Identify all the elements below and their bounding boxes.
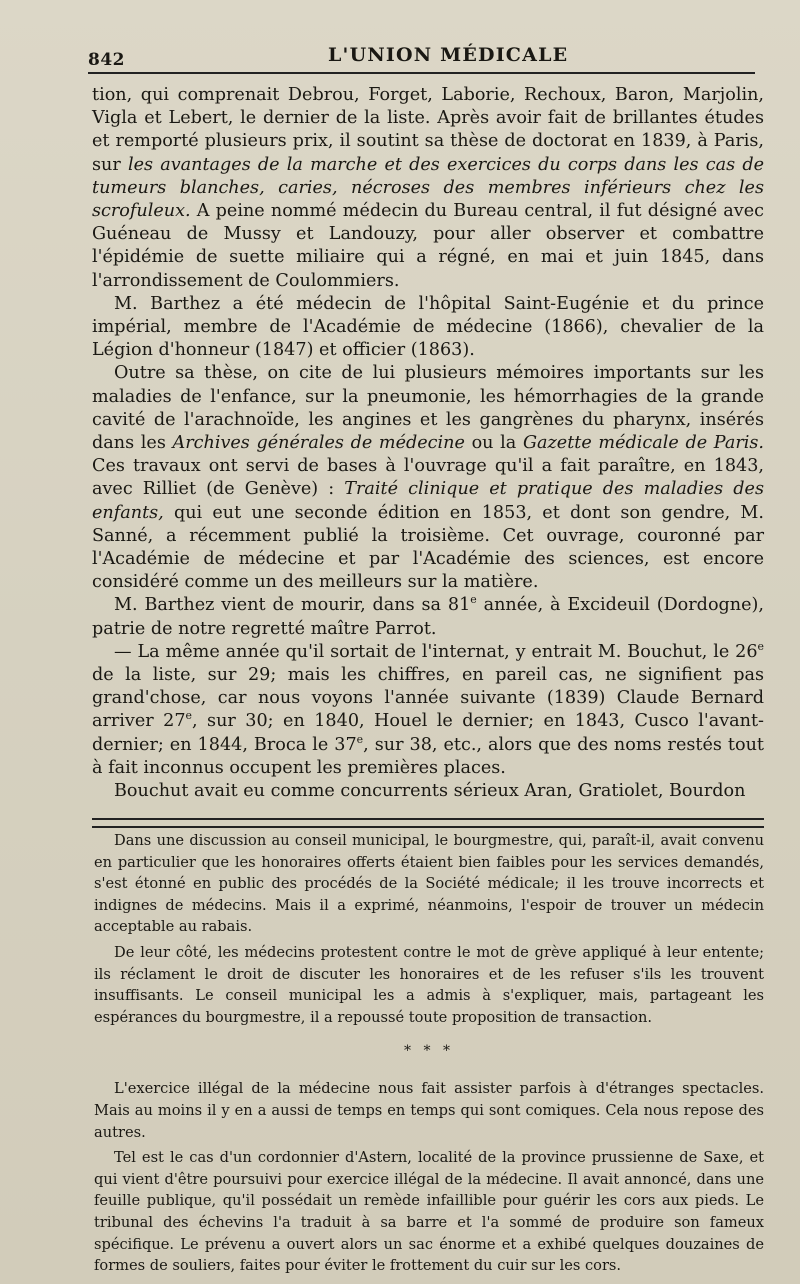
book-title: Traité clinique et pratique des maladies des enfants, (92, 479, 764, 523)
header-rule (88, 72, 755, 74)
section-divider (92, 818, 764, 828)
article-paragraph: — La même année qu'il sortait de l'internat, y entrait M. Bouchut, le 26e de la liste, sur 29; mais les chiffres, en pareil cas, ne signifient pas grand'chose, car nous voyons l'année suivante (1839) Claude Bernard arriver 27e, sur 30; en 1840, Houel le dernier; en 1843, Cusco l'avant-dernier; en 1844, Broca le 37e, sur 38, etc., alors que des noms restés tout à fait inconnus occupent les premières places. (92, 640, 764, 778)
news-paragraph: Tel est le cas d'un cordonnier d'Astern, localité de la province prussienne de Saxe, et qui vient d'être poursuivi pour exercice illégal de la médecine. Il avait annoncé, dans une feuille publique, qu'il possédait un remède infaillible pour guérir les cors aux pieds. Le tribunal des échevins l'a traduit à sa barre et l'a sommé de produire son fameux spécifique. Le prévenu a ouvert alors un sac énorme et a exhibé quelques douzaines de formes de souliers, faites pour éviter le frottement du cuir sur les cors. (94, 1149, 764, 1275)
page-number: 842 (88, 50, 125, 70)
journal-reference: Gazette médicale de Paris. (522, 433, 764, 454)
thesis-title: les avantages de la marche et des exercices du corps dans les cas de tumeurs blanches, caries, nécroses des membres inférieurs chez les scrofuleux. (92, 154, 764, 222)
news-paragraph: De leur côté, les médecins protestent contre le mot de grève appliqué à leur entente; ils réclament le droit de discuter les honoraires et de les refuser s'ils les trouvent insuffisants. Le conseil municipal les a admis à s'expliquer, mais, partageant les espérances du bourgmestre, il a repoussé toute proposition de transaction. (94, 943, 764, 1026)
news-paragraph: L'exercice illégal de la médecine nous fait assister parfois à d'étranges spectacles. Mais au moins il y en a aussi de temps en temps qui sont comiques. Cela nous repose des autres. (94, 1080, 764, 1141)
journal-title: L'UNION MÉDICALE (328, 44, 569, 66)
article-paragraph: M. Barthez vient de mourir, dans sa 81e année, à Excideuil (Dordogne), patrie de notre regretté maître Parrot. (92, 593, 764, 639)
page-header (88, 38, 758, 74)
article-body (92, 84, 764, 803)
news-paragraph: Dans une discussion au conseil municipal, le bourgmestre, qui, paraît-il, avait convenu en particulier que les honoraires offerts étaient bien faibles pour les services demandés, s'est étonné en public des procédés de la Société médicale; il les trouve incorrects et indignes de médecins. Mais il a exprimé, néanmoins, l'espoir de trouver un médecin acceptable au rabais. (94, 832, 764, 936)
article-paragraph: Outre sa thèse, on cite de lui plusieurs mémoires importants sur les maladies de l'enfance, sur la pneumonie, les hémorrhagies de la grande cavité de l'arachnoïde, les angines et les gangrènes du pharynx, insérés dans les Archives générales de médecine ou la Gazette médicale de Paris. Ces travaux ont servi de bases à l'ouvrage qu'il a fait paraître, en 1843, avec Rilliet (de Genève) : Traité clinique et pratique des maladies des enfants, qui eut une seconde édition en 1853, et dont son gendre, M. Sanné, a récemment publié la troisième. Cet ouvrage, couronné par l'Académie de médecine et par l'Académie des sciences, est encore considéré comme un des meilleurs sur la matière. (92, 363, 765, 593)
news-column (94, 830, 764, 1277)
asterism-separator: * * * (404, 1043, 454, 1060)
article-paragraph: M. Barthez a été médecin de l'hôpital Saint-Eugénie et du prince impérial, membre de l'Académie de médecine (1866), chevalier de la Légion d'honneur (1847) et officier (1863). (92, 293, 764, 361)
article-paragraph: tion, qui comprenait Debrou, Forget, Laborie, Rechoux, Baron, Marjolin, Vigla et Lebert, le dernier de la liste. Après avoir fait de brillantes études et remporté plusieurs prix, il soutint sa thèse de doctorat en 1839, à Paris, sur les avantages de la marche et des exercices du corps dans les cas de tumeurs blanches, caries, nécroses des membres inférieurs chez les scrofuleux. A peine nommé médecin du Bureau central, il fut désigné avec Guéneau de Mussy et Landouzy, pour aller observer et combattre l'épidémie de suette miliaire qui a régné, en mai et juin 1845, dans l'arrondissement de Coulommiers. (92, 85, 765, 291)
article-paragraph: Bouchut avait eu comme concurrents sérieux Aran, Gratiolet, Bourdon (114, 781, 746, 802)
journal-reference: Archives générales de médecine (172, 433, 465, 454)
